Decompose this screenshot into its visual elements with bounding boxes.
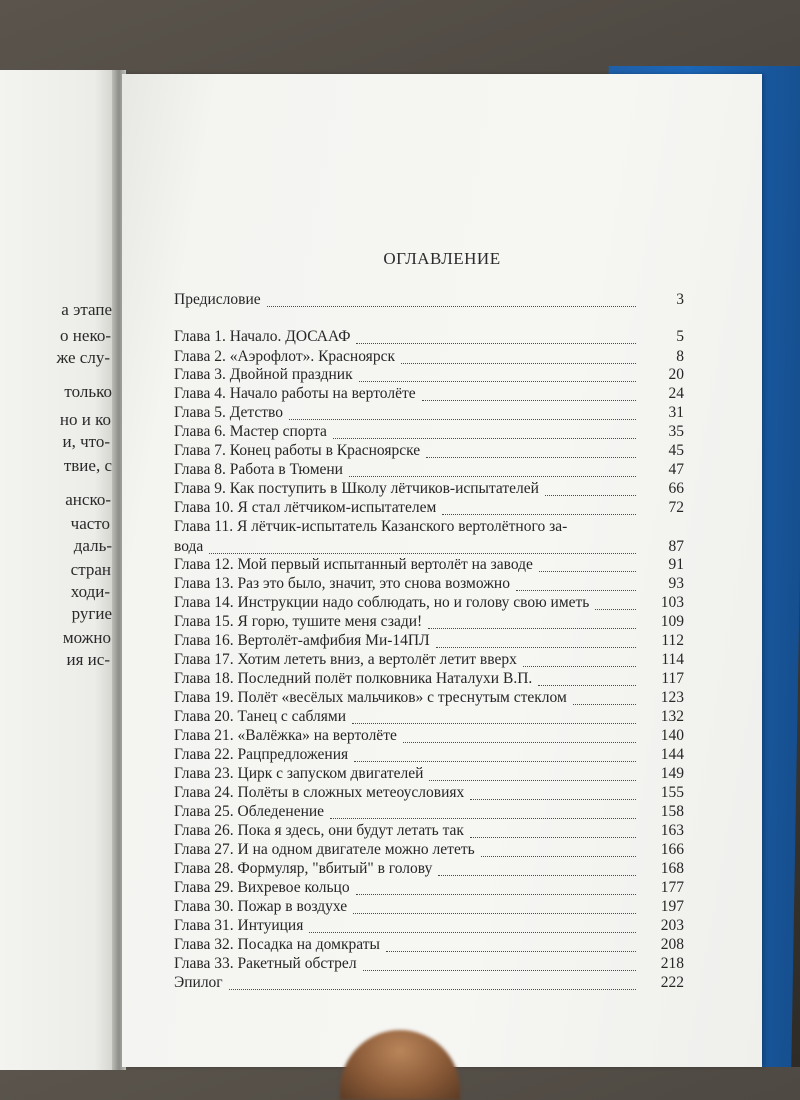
toc-entry-label: Эпилог: [174, 974, 223, 991]
toc-entry-label: Глава 19. Полёт «весёлых мальчиков» с треснутым стеклом: [174, 689, 567, 706]
toc-entry-page: 132: [660, 708, 684, 725]
toc-entry-page: 218: [660, 955, 684, 972]
toc-entry-label: Глава 29. Вихревое кольцо: [174, 879, 350, 896]
toc-entry-label: Глава 32. Посадка на домкраты: [174, 936, 380, 953]
toc-entry-page: 163: [660, 822, 684, 839]
toc-entry-label: Глава 3. Двойной праздник: [174, 366, 353, 383]
toc-entry-page: 123: [660, 689, 684, 706]
toc-dot-leader: [470, 837, 636, 838]
toc-entry-page: 87: [668, 538, 684, 555]
left-page-text-line: ия ис-: [66, 650, 110, 669]
toc-entry-label: Глава 26. Пока я здесь, они будут летать так: [174, 822, 464, 839]
toc-entry-page: 35: [668, 423, 684, 440]
toc-dot-leader: [403, 742, 636, 743]
toc-entry-label: Глава 15. Я горю, тушите меня сзади!: [174, 613, 423, 630]
toc-entry-page: 114: [661, 651, 684, 668]
toc-entry-label: Глава 8. Работа в Тюмени: [174, 461, 343, 478]
toc-entry-label: Глава 24. Полёты в сложных метеоусловиях: [174, 784, 465, 801]
toc-entry-page: 208: [660, 936, 684, 953]
toc-entry-label: Глава 16. Вертолёт-амфибия Ми-14ПЛ: [174, 632, 430, 649]
toc-dot-leader: [363, 970, 636, 971]
toc-dot-leader: [289, 419, 636, 420]
left-page-text-line: можно: [62, 628, 111, 647]
toc-entry-page: 155: [660, 784, 684, 801]
toc-entry-page: 112: [661, 632, 684, 649]
toc-entry-page: 3: [676, 291, 684, 308]
toc-entry-label: Предисловие: [174, 291, 261, 308]
toc-dot-leader: [309, 932, 636, 933]
toc-entry-label: Глава 18. Последний полёт полковника Наталухи В.П.: [174, 670, 533, 687]
toc-entry-page: 177: [660, 879, 684, 896]
toc-entry-page: 31: [668, 404, 684, 421]
toc-dot-leader: [229, 989, 636, 990]
left-page-text-line: анско-: [65, 490, 111, 509]
toc-entry-page: 8: [676, 348, 684, 365]
toc-entry-page: 144: [660, 746, 684, 763]
left-page-text-line: о неко-: [60, 326, 111, 345]
toc-dot-leader: [436, 647, 636, 648]
toc-dot-leader: [428, 628, 636, 629]
toc-dot-leader: [538, 685, 636, 686]
toc-dot-leader: [352, 723, 636, 724]
toc-entry-label: Глава 21. «Валёжка» на вертолёте: [174, 727, 397, 744]
toc-entry-label: Глава 22. Рацпредложения: [174, 746, 349, 763]
toc-entry-page: 203: [660, 917, 684, 934]
right-page: [122, 74, 762, 1067]
toc-dot-leader: [359, 381, 636, 382]
toc-dot-leader: [267, 306, 636, 307]
left-page-text-line: но и ко: [59, 410, 111, 429]
toc-entry-label: Глава 5. Детство: [174, 404, 283, 421]
toc-entry-label: Глава 30. Пожар в воздухе: [174, 898, 348, 915]
toc-entry-label: Глава 25. Обледенение: [174, 803, 325, 820]
left-page-text-line: твие, с: [63, 456, 112, 475]
toc-dot-leader: [354, 761, 636, 762]
toc-dot-leader: [442, 514, 636, 515]
toc-entry-label: Глава 17. Хотим лететь вниз, а вертолёт летит вверх: [174, 651, 517, 668]
toc-dot-leader: [422, 400, 636, 401]
toc-entry-label: Глава 12. Мой первый испытанный вертолёт на заводе: [174, 556, 533, 573]
toc-entry-page: 20: [668, 366, 684, 383]
toc-dot-leader: [356, 343, 636, 344]
toc-entry-page: 222: [660, 974, 684, 991]
toc-entry-page: 168: [660, 860, 684, 877]
toc-entry-label: Глава 2. «Аэрофлот». Красноярск: [174, 348, 395, 365]
toc-entry-label: Глава 6. Мастер спорта: [174, 423, 327, 440]
left-page-text-line: и, что-: [62, 432, 110, 451]
toc-dot-leader: [333, 438, 636, 439]
toc-entry-label: Глава 7. Конец работы в Красноярске: [174, 442, 421, 459]
left-page-text-line: стран: [70, 560, 111, 579]
toc-dot-leader: [386, 951, 636, 952]
toc-entry-label-continued: вода: [174, 538, 204, 555]
toc-entry-page: 149: [660, 765, 684, 782]
toc-entry-page: 5: [676, 328, 684, 345]
toc-entry: [174, 516, 684, 555]
toc-entry-label: Глава 4. Начало работы на вертолёте: [174, 385, 416, 402]
left-page-text-line: а этапе: [61, 300, 112, 319]
toc-entry-label: Глава 31. Интуиция: [174, 917, 304, 934]
toc-entry-page: 93: [668, 575, 684, 592]
toc-dot-leader: [356, 894, 636, 895]
toc-dot-leader: [481, 856, 636, 857]
toc-entry-page: 24: [668, 385, 684, 402]
toc-entry-label: Глава 27. И на одном двигателе можно лететь: [174, 841, 475, 858]
toc-entry-label: Глава 1. Начало. ДОСААФ: [174, 328, 351, 345]
toc-entry-page: 140: [660, 727, 684, 744]
toc-title: ОГЛАВЛЕНИЕ: [383, 249, 501, 268]
toc-entry-label: Глава 28. Формуляр, "вбитый" в голову: [174, 860, 433, 877]
toc-dot-leader: [438, 875, 636, 876]
toc-entry: [174, 972, 684, 994]
toc-entry-page: 166: [660, 841, 684, 858]
toc-dot-leader: [330, 818, 636, 819]
toc-entry-label: Глава 11. Я лётчик-испытатель Казанского вертолётного за-: [174, 518, 568, 535]
toc-dot-leader: [349, 476, 636, 477]
toc-entry-page: 158: [660, 803, 684, 820]
toc-dot-leader: [573, 704, 636, 705]
toc-dot-leader: [545, 495, 636, 496]
left-page-text-line: ходи-: [70, 582, 110, 601]
toc-dot-leader: [426, 457, 636, 458]
toc-entry-page: 117: [661, 670, 684, 687]
left-page-text-line: даль-: [73, 536, 112, 555]
toc-entry-page: 109: [660, 613, 684, 630]
left-page: [0, 70, 118, 1070]
toc-entry-label: Глава 10. Я стал лётчиком-испытателем: [174, 499, 437, 516]
toc-dot-leader: [539, 571, 636, 572]
toc-entry-page: 66: [668, 480, 684, 497]
toc-entry-label: Глава 14. Инструкции надо соблюдать, но и голову свою иметь: [174, 594, 590, 611]
toc-entry-page: 91: [668, 556, 684, 573]
toc-dot-leader: [470, 799, 636, 800]
left-page-text-line: часто: [70, 514, 110, 533]
toc-entry-label: Глава 13. Раз это было, значит, это снова возможно: [174, 575, 510, 592]
toc-dot-leader: [353, 913, 636, 914]
toc-dot-leader: [523, 666, 636, 667]
left-page-text-line: только: [64, 382, 112, 401]
toc-entry-label: Глава 23. Цирк с запуском двигателей: [174, 765, 424, 782]
left-page-text-line: же слу-: [56, 348, 110, 367]
toc-entry-label: Глава 9. Как поступить в Школу лётчиков-испытателей: [174, 480, 539, 497]
toc-entry-page: 72: [668, 499, 684, 516]
toc-dot-leader: [516, 590, 636, 591]
toc-entry: [174, 289, 684, 311]
left-page-text-line: ругие: [71, 604, 112, 623]
toc-entry-page: 197: [660, 898, 684, 915]
toc-entry-label: Глава 33. Ракетный обстрел: [174, 955, 357, 972]
toc-dot-leader: [429, 780, 636, 781]
toc-entry-page: 45: [668, 442, 684, 459]
toc-dot-leader: [595, 609, 636, 610]
toc-entry-label: Глава 20. Танец с саблями: [174, 708, 347, 725]
toc-entry: [174, 326, 684, 348]
toc-entry-page: 47: [668, 461, 684, 478]
toc-entry-page: 103: [660, 594, 684, 611]
